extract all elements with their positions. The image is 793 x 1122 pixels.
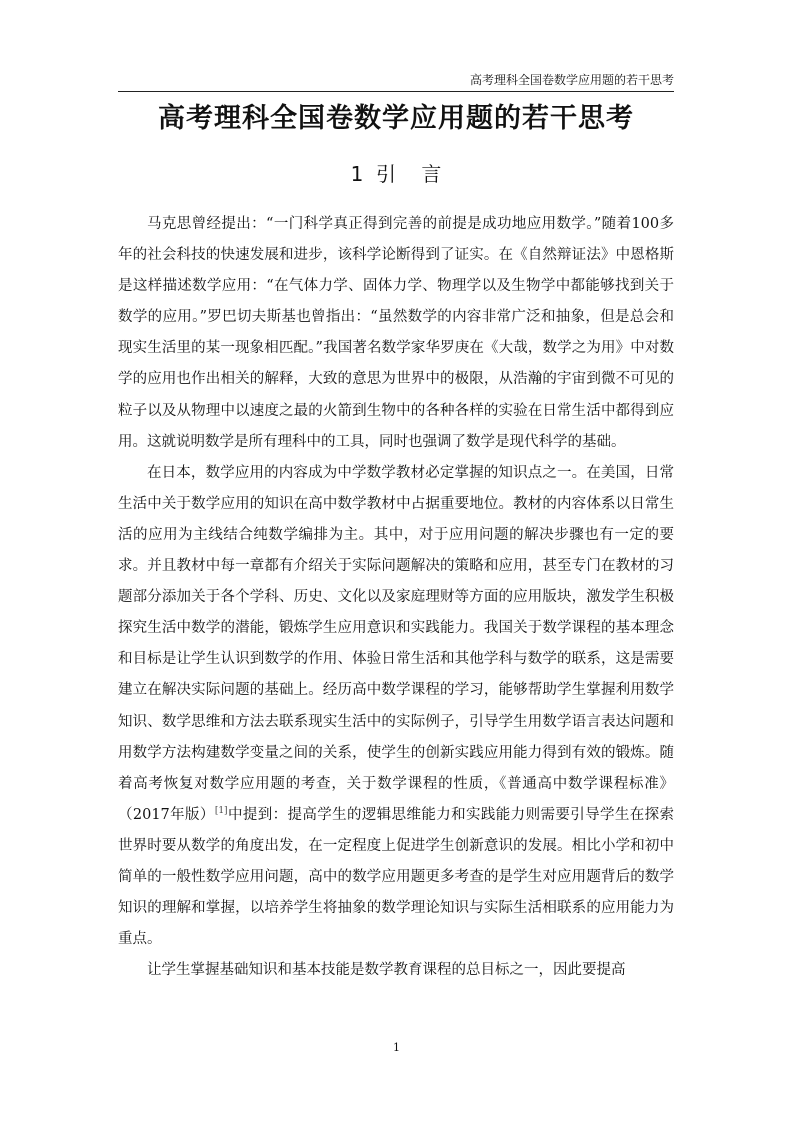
- section-heading: 1 引 言: [350, 162, 442, 186]
- paragraph-1: 马克思曾经提出：“一门科学真正得到完善的前提是成功地应用数学。”随着100多年的社会科技的快速发展和进步，该科学论断得到了证实。在《自然辩证法》中恩格斯是这样描述数学应用：“在气体力学、固体力学、物理学以及生物学中都能够找到关于数学的应用。”罗巴切夫斯基也曾指出：“虽然数学的内容非常广泛和抽象，但是总会和现实生活里的某一现象相匹配。”我国著名数学家华罗庚在《大哉，数学之为用》中对数学的应用也作出相关的解释，大致的意思为世界中的极限，从浩瀚的宇宙到微不可见的粒子以及从物理中以速度之最的火箭到生物中的各种各样的实验在日常生活中都得到应用。这就说明数学是所有理科中的工具，同时也强调了数学是现代科学的基础。: [118, 216, 674, 450]
- body-text: [118, 209, 674, 986]
- paragraph-2-text-a: 在日本，数学应用的内容成为中学数学教材必定掌握的知识点之一。在美国，日常生活中关于数学应用的知识在高中数学教材中占据重要地位。教材的内容体系以日常生活的应用为主线结合纯数学编排为主。其中，对于应用问题的解决步骤也有一定的要求。并且教材中每一章都有介绍关于实际问题解决的策略和应用，甚至专门在教材的习题部分添加关于各个学科、历史、文化以及家庭理财等方面的应用版块，激发学生积极探究生活中数学的潜能，锻炼学生应用意识和实践能力。我国关于数学课程的基本理念和目标是让学生认识到数学的作用、体验日常生活和其他学科与数学的联系，这是需要建立在解决实际问题的基础上。经历高中数学课程的学习，能够帮助学生掌握利用数学知识、数学思维和方法去联系现实生活中的实际例子，引导学生用数学语言表达问题和用数学方法构建数学变量之间的关系，使学生的创新实践应用能力得到有效的锻炼。随着高考恢复对数学应用题的考查，关于数学课程的性质，《普通高中数学课程标准》（2017年版）: [118, 464, 674, 823]
- paragraph-2: [118, 458, 674, 956]
- paragraph-2-text-b: 中提到：提高学生的逻辑思维能力和实践能力则需要引导学生在探索世界时要从数学的角度出发，在一定程度上促进学生创新意识的发展。相比小学和初中简单的一般性数学应用问题，高中的数学应用题更多考查的是学生对应用题背后的数学知识的理解和掌握，以培养学生将抽象的数学理论知识与实际生活相联系的应用能力为重点。: [118, 806, 674, 948]
- citation-ref[interactable]: [1]: [214, 805, 228, 816]
- paragraph-3: 让学生掌握基础知识和基本技能是数学教育课程的总目标之一，因此要提高: [147, 962, 626, 979]
- page-number: 1: [393, 1041, 400, 1054]
- document-title: 高考理科全国卷数学应用题的若干思考: [158, 103, 634, 134]
- running-header: 高考理科全国卷数学应用题的若干思考: [118, 72, 674, 92]
